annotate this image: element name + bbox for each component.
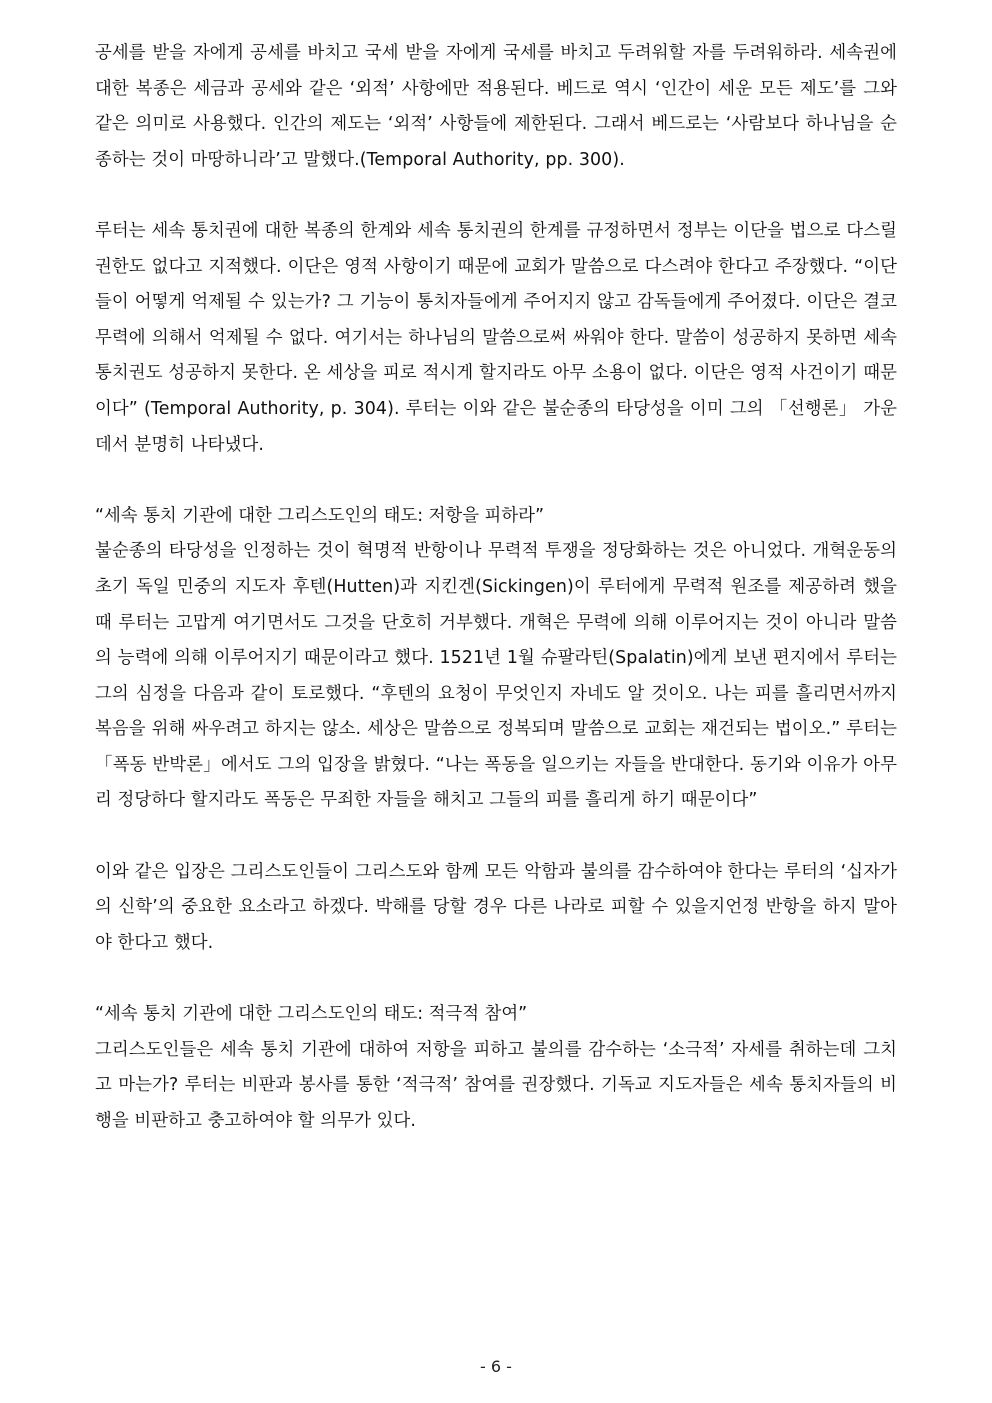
page-number: - 6 - [480,1357,512,1376]
section-heading-active-participation: “세속 통치 기관에 대한 그리스도인의 태도: 적극적 참여” [95,1004,528,1025]
paragraph-theology-of-cross: 이와 같은 입장은 그리스도인들이 그리스도와 함께 모든 악함과 불의를 감수하여야 한다는 루터의 ‘십자가의 신학’의 중요한 요소라고 하겠다. 박해를 당할 경우 다른 나라로 피할 수 있을지언정 반항을 하지 말아야 한다고 했다. [95,861,897,953]
paragraph-active-participation: 그리스도인들은 세속 통치 기관에 대하여 저항을 피하고 불의를 감수하는 ‘소극적’ 자세를 취하는데 그치고 마는가? 루터는 비판과 봉사를 통한 ‘적극적’ 참여를 권장했다. 기독교 지도자들은 세속 통치자들의 비행을 비판하고 충고하여야 할 의무가 있다. [95,1039,897,1131]
paragraph-gap [95,178,897,214]
paragraph-heresy-authority: 루터는 세속 통치권에 대한 복종의 한계와 세속 통치권의 한계를 규정하면서 정부는 이단을 법으로 다스릴 권한도 없다고 지적했다. 이단은 영적 사항이기 때문에 교회가 말씀으로 다스려야 한다고 주장했다. “이단들이 어떻게 억제될 수 있는가? 그 기능이 통치자들에게 주어지지 않고 감독들에게 주어졌다. 이단은 결코 무력에 의해서 억제될 수 없다. 여기서는 하나님의 말씀으로써 싸워야 한다. 말씀이 성공하지 못하면 세속 통치권도 성공하지 못한다. 온 세상을 피로 적시게 할지라도 아무 소용이 없다. 이단은 영적 사건이기 때문이다” (Temporal Authority, p. 304). 루터는 이와 같은 불순종의 타당성을 이미 그의 「선행론」 가운데서 분명히 나타냈다. [95,220,897,455]
paragraph-gap [95,961,897,997]
paragraph-obedience-limits: 공세를 받을 자에게 공세를 바치고 국세 받을 자에게 국세를 바치고 두려워할 자를 두려워하라. 세속권에 대한 복종은 세금과 공세와 같은 ‘외적’ 사항에만 적용된다. 베드로 역시 ‘인간이 세운 모든 제도’를 그와 같은 의미로 사용했다. 인간의 제도는 ‘외적’ 사항들에 제한된다. 그래서 베드로는 ‘사람보다 하나님을 순종하는 것이 마땅하니라’고 말했다.(Temporal Authority, pp. 300). [95,43,897,170]
paragraph-gap [95,819,897,855]
section-heading-avoid-resistance: “세속 통치 기관에 대한 그리스도인의 태도: 저항을 피하라” [95,505,544,526]
paragraph-avoid-resistance: 불순종의 타당성을 인정하는 것이 혁명적 반항이나 무력적 투쟁을 정당화하는 것은 아니었다. 개혁운동의 초기 독일 민중의 지도자 후텐(Hutten)과 지킨겐(Sickingen)이 루터에게 무력적 원조를 제공하려 했을 때 루터는 고맙게 여기면서도 그것을 단호히 거부했다. 개혁은 무력에 의해 이루어지는 것이 아니라 말씀의 능력에 의해 이루어지기 때문이라고 했다. 1521년 1월 슈팔라틴(Spalatin)에게 보낸 편지에서 루터는 그의 심정을 다음과 같이 토로했다. “후텐의 요청이 무엇인지 자네도 알 것이오. 나는 피를 흘리면서까지 복음을 위해 싸우려고 하지는 않소. 세상은 말씀으로 정복되며 말씀으로 교회는 재건되는 법이오.” 루터는 「폭동 반박론」에서도 그의 입장을 밝혔다. “나는 폭동을 일으키는 자들을 반대한다. 동기와 이유가 아무리 정당하다 할지라도 폭동은 무죄한 자들을 해치고 그들의 피를 흘리게 하기 때문이다” [95,541,897,811]
paragraph-gap [95,463,897,499]
document-body [95,36,897,1139]
